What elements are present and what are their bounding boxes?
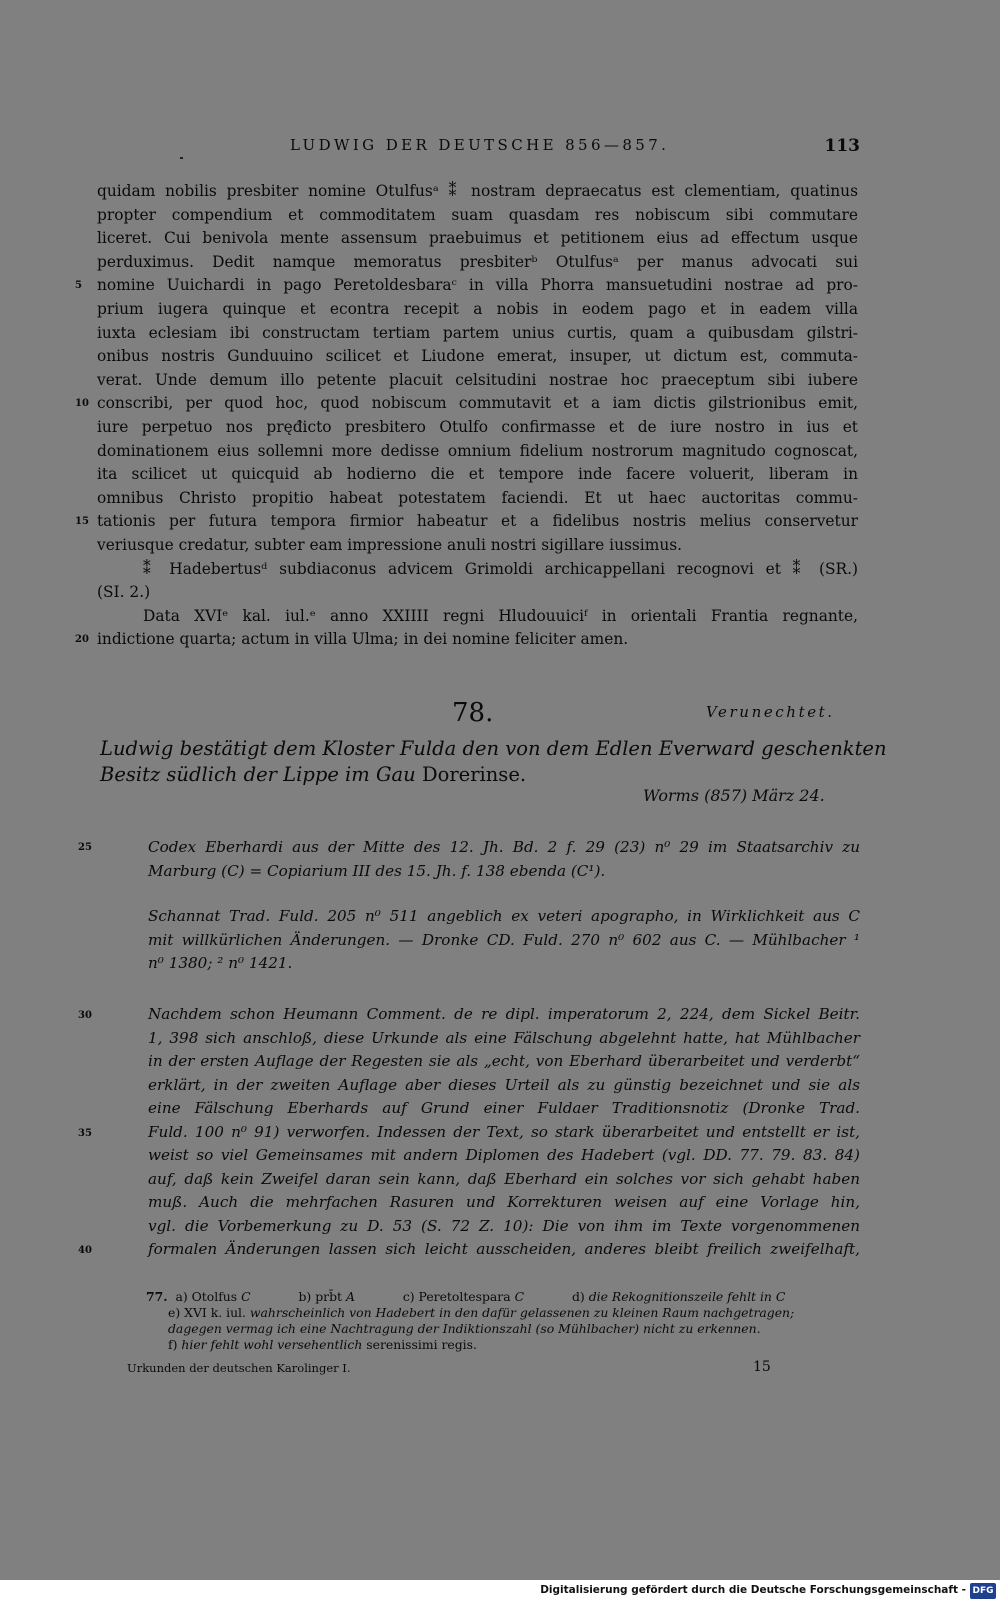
footnote-b-letter: b) — [298, 1289, 312, 1304]
footnote-e-note-continued: dagegen vermag ich eine Nachtragung der Indiktionszahl (so Mühlbacher) nicht zu erkennen. — [168, 1321, 761, 1336]
print-mark — [180, 157, 183, 159]
commentary-line: muß. Auch die mehrfachen Rasuren und Korrekturen weisen auf eine Vorlage hin, — [148, 1193, 860, 1211]
text-line: iure perpetuo nos pręđicto presbitero Otulfo confirmasse et de iure nostro in ius et — [97, 417, 858, 436]
margin-line-number: 40 — [78, 1245, 92, 1256]
footnote-a-letter: a) — [175, 1289, 188, 1304]
edition-line: Schannat Trad. Fuld. 205 n⁰ 511 angeblich ex veteri apographo, in Wirklichkeit aus C — [148, 907, 860, 925]
footnote-c-text: Peretoltespara — [418, 1289, 511, 1304]
footnote-b-siglum: A — [345, 1289, 355, 1304]
text-line: veriusque credatur, subter eam impressione anuli nostri sigillare iussimus. — [97, 535, 683, 554]
footnote-f-text: serenissimi regis. — [366, 1337, 477, 1352]
line-number: 10 — [75, 398, 89, 410]
text-line: liceret. Cui benivola mente assensum praebuimus et petitionem eius ad effectum usque — [97, 229, 858, 248]
regest — [100, 736, 887, 788]
recognition-line: ⁑ Hadebertusᵈ subdiaconus advicem Grimoldi archicappellani recognovi et ⁑ (SR.) — [143, 559, 858, 578]
regest-line: Ludwig bestätigt dem Kloster Fulda den von dem Edlen Everward geschenkten — [100, 737, 887, 760]
margin-line-number: 25 — [78, 842, 92, 853]
commentary-line: vgl. die Vorbemerkung zu D. 53 (S. 72 Z. 10): Die von ihm im Texte vorgenommenen — [148, 1216, 860, 1235]
commentary-line: 1, 398 sich anschloß, diese Urkunde als eine Fälschung abgelehnt hatte, hat Mühlbacher — [148, 1028, 860, 1047]
commentary — [148, 1003, 860, 1262]
text-line — [75, 510, 858, 534]
footnote-line — [146, 1305, 862, 1321]
commentary-line: Nachdem schon Heumann Comment. de re dipl. imperatorum 2, 224, dem Sickel Beitr. — [148, 1005, 860, 1023]
commentary-line: Fuld. 100 n⁰ 91) verworfen. Indessen der Text, so stark überarbeitet und entstellt er ist, — [148, 1122, 860, 1141]
text-line: quidam nobilis presbiter nomine Otulfusᵃ ⁑ nostram depraecatus est clementiam, quatinus — [97, 182, 858, 200]
footnote-line — [146, 1321, 862, 1337]
footnote-e-note: wahrscheinlich von Hadebert in den dafür gelassenen zu kleinen Raum nachgetragen; — [249, 1305, 795, 1320]
text-line-content: nomine Uuichardi in pago Peretoldesbaraᶜ in villa Phorra mansuetudini nostrae ad pro- — [97, 276, 858, 295]
commentary-line: eine Fälschung Eberhards auf Grund einer Fuldaer Traditionsnotiz (Dronke Trad. — [148, 1099, 860, 1117]
edition-notes — [148, 905, 860, 976]
edition-line: mit willkürlichen Änderungen. — Dronke CD. Fuld. 270 n⁰ 602 aus C. — Mühlbacher ¹ — [148, 930, 860, 949]
document-77-text — [75, 180, 858, 652]
edition-line: n⁰ 1380; ² n⁰ 1421. — [148, 954, 293, 972]
footnote-f-letter: f) — [168, 1337, 178, 1352]
text-line: iuxta eclesiam ibi constructam tertiam partem unius curtis, quam a quibusdam gilstri- — [97, 323, 858, 342]
document-status: Verunechtet. — [706, 703, 835, 721]
footnote-a-siglum: C — [241, 1289, 251, 1304]
text-line: perduximus. Dedit namque memoratus presbiterᵇ Otulfusᵃ per manus advocati sui — [97, 252, 858, 271]
footnote-e-text: XVI k. iul. — [184, 1305, 246, 1320]
footnote-line — [146, 1337, 862, 1353]
place-name: Dorerinse. — [421, 763, 527, 786]
footnote-b-text: prb̄t — [315, 1289, 342, 1304]
running-title: LUDWIG DER DEUTSCHE 856—857. — [290, 136, 670, 154]
text-line: dominationem eius sollemni more dedisse omnium fidelium nostrorum magnitudo cognoscat, — [97, 441, 858, 460]
commentary-line: erklärt, in der zweiten Auflage aber dieses Urteil als zu günstig bezeichnet und sie als — [148, 1075, 860, 1094]
line-number: 15 — [75, 516, 89, 528]
footnote-c-letter: c) — [402, 1289, 415, 1304]
page-header — [290, 136, 860, 160]
dateline: Worms (857) März 24. — [643, 786, 825, 805]
regest-text: Besitz südlich der Lippe im Gau — [100, 763, 422, 786]
line-number: 20 — [75, 634, 89, 646]
text-line — [75, 274, 858, 298]
text-line: onibus nostris Gunduuino scilicet et Liudone emerat, insuper, ut dictum est, commuta- — [97, 347, 858, 366]
text-line: verat. Unde demum illo petente placuit celsitudini nostrae hoc praeceptum sibi iubere — [97, 370, 858, 389]
footer-signature: 15 — [753, 1359, 771, 1375]
text-line: omnibus Christo propitio habeat potestatem faciendi. Et ut haec auctoritas commu- — [97, 488, 858, 507]
commentary-line: formalen Änderungen lassen sich leicht ausscheiden, anderes bleibt freilich zweifelhaft, — [148, 1240, 860, 1258]
seal-line: (SI. 2.) — [97, 583, 151, 602]
text-line: propter compendium et commoditatem suam quasdam res nobiscum sibi commutare — [97, 205, 858, 224]
text-line: prium iugera quinque et econtra recepit a nobis in eodem pago et in eadem villa — [97, 299, 858, 318]
footnote-f-note: hier fehlt wohl versehentlich — [181, 1337, 363, 1352]
page-number: 113 — [824, 136, 860, 156]
footnotes — [146, 1289, 862, 1353]
tradition-notes — [148, 836, 860, 883]
commentary-line: weist so viel Gemeinsames mit andern Diplomen des Hadebert (vgl. DD. 77. 79. 83. 84) — [148, 1146, 860, 1164]
footnote-c-siglum: C — [514, 1289, 525, 1304]
footnote-d-text: die Rekognitionszeile fehlt in C — [588, 1289, 786, 1304]
funding-text: Digitalisierung gefördert durch die Deutsche Forschungsgemeinschaft - — [540, 1584, 966, 1596]
text-line-content: indictione quarta; actum in villa Ulma; in dei nomine feliciter amen. — [97, 630, 629, 649]
commentary-line: in der ersten Auflage der Regesten sie als „echt, von Eberhard überarbeitet und verderbt“ — [148, 1052, 860, 1070]
text-line — [75, 392, 858, 416]
tradition-line: Marburg (C) = Copiarium III des 15. Jh. f. 138 ebenda (C¹). — [148, 861, 606, 880]
footnote-d-letter: d) — [571, 1289, 585, 1304]
document-number: 78. — [452, 698, 494, 728]
footnote-a-text: Otolfus — [191, 1289, 238, 1304]
dfg-logo[interactable]: DFG — [970, 1583, 996, 1599]
footnote-line — [146, 1289, 862, 1305]
footnote-doc-label: 77. — [146, 1289, 168, 1304]
footnote-e-letter: e) — [168, 1305, 181, 1320]
line-number: 5 — [75, 280, 82, 292]
text-line-content: conscribi, per quod hoc, quod nobiscum commutavit et a iam dictis gilstrionibus emit, — [97, 394, 858, 413]
text-line-content: tationis per futura tempora firmior habeatur et a fidelibus nostris melius conservetur — [97, 512, 858, 531]
commentary-line: auf, daß kein Zweifel daran sein kann, daß Eberhard ein solches vor sich gehabt haben — [148, 1169, 860, 1188]
margin-line-number: 35 — [78, 1128, 92, 1139]
tradition-line: Codex Eberhardi aus der Mitte des 12. Jh. Bd. 2 f. 29 (23) n⁰ 29 im Staatsarchiv zu — [148, 838, 860, 856]
footer-series-title: Urkunden der deutschen Karolinger I. — [127, 1361, 351, 1375]
date-line — [75, 628, 858, 652]
funding-bar — [0, 1580, 1000, 1603]
margin-line-number: 30 — [78, 1010, 92, 1021]
text-line: ita scilicet ut quicquid ab hodierno die et tempore inde facere voluerit, liberam in — [97, 465, 858, 484]
regest-line — [100, 762, 860, 788]
date-line: Data XVIᵉ kal. iul.ᵉ anno XXIIII regni Hludouuiciᶠ in orientali Frantia regnante, — [143, 606, 858, 625]
